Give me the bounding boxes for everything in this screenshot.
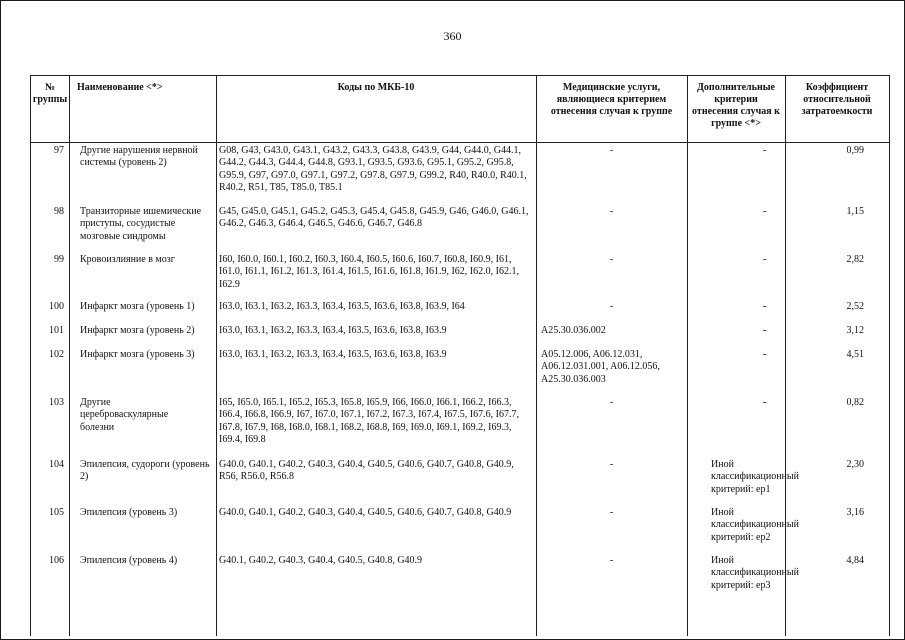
row-104-number: 104 xyxy=(49,459,64,470)
row-100-additional: - xyxy=(763,301,767,312)
column-divider xyxy=(69,76,70,636)
row-98-number: 98 xyxy=(54,206,64,217)
row-100-number: 100 xyxy=(49,301,64,312)
row-102-additional: - xyxy=(763,349,767,360)
row-103-additional: - xyxy=(763,397,767,408)
row-105-number: 105 xyxy=(49,507,64,518)
row-106-additional: Иной классификационный критерий: ep3 xyxy=(711,555,799,591)
row-99-additional: - xyxy=(763,254,767,265)
row-101-codes: I63.0, I63.1, I63.2, I63.3, I63.4, I63.5, I63.6, I63.8, I63.9 xyxy=(219,325,447,336)
row-102-number: 102 xyxy=(49,349,64,360)
row-104-codes: G40.0, G40.1, G40.2, G40.3, G40.4, G40.5, G40.6, G40.7, G40.8, G40.9, R56, R56.0, R56.8 xyxy=(219,459,514,483)
row-104-services: - xyxy=(609,459,614,470)
row-103-name: Другие цереброваскулярные болезни xyxy=(80,397,169,433)
row-105-name: Эпилепсия (уровень 3) xyxy=(80,507,178,518)
row-103-codes: I65, I65.0, I65.1, I65.2, I65.3, I65.8, I65.9, I66, I66.0, I66.1, I66.2, I66.3, I66.4, I66.8, I66.9, I67, I67.0, I67.1, I67.2, I67.3, I67.4, I67.5, I67.6, I67.7, I67.8, I67.9, I68, I68.0, I68.1, I68.2, I68.8, I69, I69.0, I69.1, I69.2, I69.3, I69.4, I69.8 xyxy=(219,397,519,446)
row-101-additional: - xyxy=(763,325,767,336)
page-number: 360 xyxy=(443,29,462,43)
row-105-codes: G40.0, G40.1, G40.2, G40.3, G40.4, G40.5, G40.6, G40.7, G40.8, G40.9 xyxy=(219,507,512,518)
header-group-no: № группы xyxy=(32,82,68,105)
row-98-codes: G45, G45.0, G45.1, G45.2, G45.3, G45.4, G45.8, G45.9, G46, G46.0, G46.1, G46.2, G46.3, G46.4, G46.5, G46.6, G46.7, G46.8 xyxy=(219,206,529,230)
row-105-coefficient: 3,16 xyxy=(846,507,864,518)
row-99-services: - xyxy=(609,254,614,265)
header-icd-codes: Коды по МКБ-10 xyxy=(337,82,415,93)
row-97-codes: G08, G43, G43.0, G43.1, G43.2, G43.3, G43.8, G43.9, G44, G44.0, G44.1, G44.2, G44.3, G44.4, G44.8, G93.1, G93.5, G93.6, G95.1, G95.2, G95.8, G95.9, G97, G97.0, G97.1, G97.2, G97.8, G97.9, G99.2, R40, R40.0, R40.1, R40.2, R51, T85, T85.0, T85.1 xyxy=(219,145,527,194)
row-103-coefficient: 0,82 xyxy=(846,397,864,408)
row-99-name: Кровоизлияние в мозг xyxy=(80,254,175,265)
header-additional-criteria: Дополнительные критерии отнесения случая к группе <*> xyxy=(692,82,780,129)
row-99-coefficient: 2,82 xyxy=(846,254,864,265)
row-98-services: - xyxy=(609,206,614,217)
row-97-services: - xyxy=(609,145,614,156)
row-98-additional: - xyxy=(763,206,767,217)
row-97-name: Другие нарушения нервной системы (уровень 2) xyxy=(80,145,198,169)
row-105-services: - xyxy=(609,507,614,518)
column-divider xyxy=(687,76,688,636)
row-105-additional: Иной классификационный критерий: ep2 xyxy=(711,507,799,543)
header-divider xyxy=(31,142,889,143)
row-103-services: - xyxy=(609,397,614,408)
row-106-services: - xyxy=(609,555,614,566)
row-97-coefficient: 0,99 xyxy=(846,145,864,156)
row-106-number: 106 xyxy=(49,555,64,566)
column-divider xyxy=(216,76,217,636)
header-services: Медицинские услуги, являющиеся критерием отнесения случая к группе xyxy=(550,82,673,117)
row-101-name: Инфаркт мозга (уровень 2) xyxy=(80,325,195,336)
row-100-codes: I63.0, I63.1, I63.2, I63.3, I63.4, I63.5, I63.6, I63.8, I63.9, I64 xyxy=(219,301,465,312)
row-101-coefficient: 3,12 xyxy=(846,325,864,336)
row-102-codes: I63.0, I63.1, I63.2, I63.3, I63.4, I63.5, I63.6, I63.8, I63.9 xyxy=(219,349,447,360)
row-99-codes: I60, I60.0, I60.1, I60.2, I60.3, I60.4, I60.5, I60.6, I60.7, I60.8, I60.9, I61, I61.0, I61.1, I61.2, I61.3, I61.4, I61.5, I61.6, I61.8, I61.9, I62, I62.0, I62.1, I62.9 xyxy=(219,254,519,290)
row-103-number: 103 xyxy=(49,397,64,408)
column-divider xyxy=(785,76,786,636)
row-102-coefficient: 4,51 xyxy=(846,349,864,360)
row-99-number: 99 xyxy=(54,254,64,265)
row-104-coefficient: 2,30 xyxy=(846,459,864,470)
header-coefficient: Коэффициент относительной затратоемкости xyxy=(801,82,873,117)
icd-groups-table xyxy=(30,75,890,636)
row-106-name: Эпилепсия (уровень 4) xyxy=(80,555,178,566)
row-106-codes: G40.1, G40.2, G40.3, G40.4, G40.5, G40.8, G40.9 xyxy=(219,555,423,566)
row-101-number: 101 xyxy=(49,325,64,336)
row-102-name: Инфаркт мозга (уровень 3) xyxy=(80,349,195,360)
row-104-additional: Иной классификационный критерий: ep1 xyxy=(711,459,799,495)
column-divider xyxy=(536,76,537,636)
row-98-coefficient: 1,15 xyxy=(846,206,864,217)
row-100-coefficient: 2,52 xyxy=(846,301,864,312)
row-104-name: Эпилепсия, судороги (уровень 2) xyxy=(80,459,210,483)
row-101-services: A25.30.036.002 xyxy=(541,325,606,336)
row-106-coefficient: 4,84 xyxy=(846,555,864,566)
row-100-services: - xyxy=(609,301,614,312)
row-98-name: Транзиторные ишемические приступы, сосудистые мозговые синдромы xyxy=(80,206,202,242)
row-100-name: Инфаркт мозга (уровень 1) xyxy=(80,301,195,312)
header-name: Наименование <*> xyxy=(77,82,163,93)
row-102-services: A05.12.006, A06.12.031, A06.12.031.001, A06.12.056, A25.30.036.003 xyxy=(541,349,660,385)
row-97-number: 97 xyxy=(54,145,64,156)
row-97-additional: - xyxy=(763,145,767,156)
